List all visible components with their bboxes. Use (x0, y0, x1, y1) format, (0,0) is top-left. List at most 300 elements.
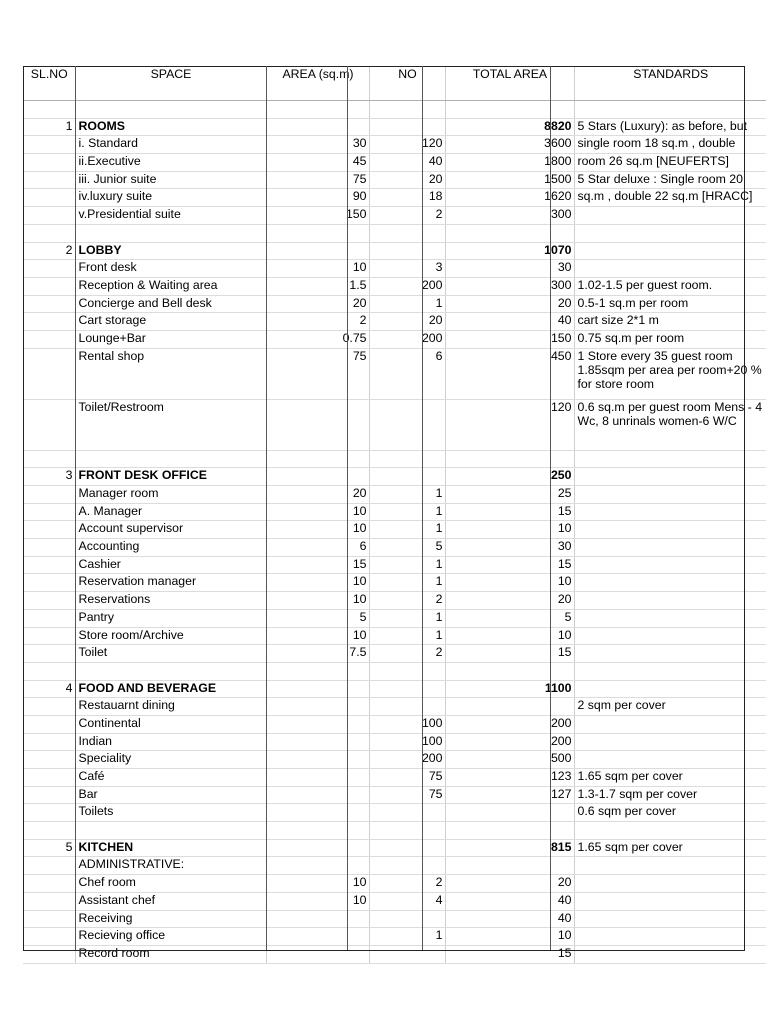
table-row (23, 277, 766, 295)
table-row (23, 348, 766, 399)
cell-space[interactable]: Chef room (75, 875, 266, 893)
cell-sl-no[interactable] (23, 875, 75, 893)
cell-space[interactable]: Restauarnt dining (75, 698, 266, 716)
cell-total-area[interactable]: 500 (445, 751, 574, 769)
cell-space[interactable] (75, 224, 266, 242)
cell-no[interactable]: 1 (369, 574, 445, 592)
cell-total-area[interactable]: 10 (445, 928, 574, 946)
cell-no[interactable]: 20 (369, 171, 445, 189)
cell-area[interactable]: 2 (266, 313, 369, 331)
cell-no[interactable]: 200 (369, 330, 445, 348)
cell-space[interactable]: Account supervisor (75, 521, 266, 539)
cell-standards[interactable]: room 26 sq.m [NEUFERTS] (574, 154, 766, 172)
cell-standards[interactable]: 1.3-1.7 sqm per cover (574, 786, 766, 804)
cell-standards[interactable] (574, 503, 766, 521)
cell-total-area[interactable]: 10 (445, 627, 574, 645)
table-row (23, 945, 766, 963)
cell-no[interactable] (369, 910, 445, 928)
cell-standards[interactable] (574, 556, 766, 574)
cell-area[interactable]: 10 (266, 892, 369, 910)
cell-area[interactable]: 20 (266, 486, 369, 504)
cell-total-area[interactable]: 40 (445, 313, 574, 331)
cell-space[interactable]: Toilet/Restroom (75, 399, 266, 450)
cell-total-area[interactable]: 5 (445, 609, 574, 627)
cell-standards[interactable] (574, 945, 766, 963)
cell-no[interactable]: 1 (369, 521, 445, 539)
cell-space[interactable]: iii. Junior suite (75, 171, 266, 189)
cell-area[interactable] (266, 224, 369, 242)
cell-standards[interactable] (574, 242, 766, 260)
cell-area[interactable]: 45 (266, 154, 369, 172)
cell-area[interactable] (266, 715, 369, 733)
cell-total-area[interactable]: 10 (445, 521, 574, 539)
cell-total-area[interactable]: 15 (445, 503, 574, 521)
cell-space[interactable]: Record room (75, 945, 266, 963)
table-row (23, 680, 766, 698)
cell-area[interactable] (266, 822, 369, 840)
cell-no[interactable]: 200 (369, 751, 445, 769)
cell-total-area[interactable]: 127 (445, 786, 574, 804)
cell-standards[interactable]: 0.6 sq.m per guest room Mens - 4 Wc, 8 unrinals women-6 W/C (574, 399, 766, 450)
cell-no[interactable] (369, 857, 445, 875)
cell-total-area[interactable]: 300 (445, 277, 574, 295)
cell-sl-no[interactable] (23, 295, 75, 313)
col-header-standards[interactable]: STANDARDS (574, 66, 766, 101)
cell-sl-no[interactable] (23, 348, 75, 399)
cell-no[interactable]: 20 (369, 313, 445, 331)
table-row (23, 189, 766, 207)
cell-sl-no[interactable] (23, 136, 75, 154)
table-row (23, 892, 766, 910)
cell-no[interactable] (369, 822, 445, 840)
cell-space[interactable]: Reservations (75, 592, 266, 610)
table-row (23, 399, 766, 450)
cell-no[interactable]: 18 (369, 189, 445, 207)
cell-space[interactable]: Indian (75, 733, 266, 751)
cell-area[interactable] (266, 928, 369, 946)
cell-space[interactable]: Speciality (75, 751, 266, 769)
cell-no[interactable]: 2 (369, 645, 445, 663)
cell-total-area[interactable] (445, 698, 574, 716)
cell-space[interactable]: FOOD AND BEVERAGE (75, 680, 266, 698)
cell-area[interactable]: 15 (266, 556, 369, 574)
table-row (23, 539, 766, 557)
cell-area[interactable]: 75 (266, 348, 369, 399)
cell-no[interactable] (369, 399, 445, 450)
cell-total-area[interactable]: 1800 (445, 154, 574, 172)
cell-sl-no[interactable] (23, 804, 75, 822)
cell-area[interactable] (266, 399, 369, 450)
cell-no[interactable]: 200 (369, 277, 445, 295)
cell-sl-no[interactable] (23, 822, 75, 840)
cell-standards[interactable] (574, 627, 766, 645)
cell-space[interactable]: ADMINISTRATIVE: (75, 857, 266, 875)
cell-standards[interactable]: 1.65 sqm per cover (574, 769, 766, 787)
cell-total-area[interactable]: 10 (445, 574, 574, 592)
cell-area[interactable]: 90 (266, 189, 369, 207)
cell-standards[interactable] (574, 592, 766, 610)
cell-area[interactable]: 10 (266, 521, 369, 539)
cell-sl-no[interactable] (23, 503, 75, 521)
cell-no[interactable] (369, 101, 445, 119)
cell-standards[interactable]: 0.5-1 sq.m per room (574, 295, 766, 313)
cell-sl-no[interactable] (23, 521, 75, 539)
cell-total-area[interactable]: 40 (445, 892, 574, 910)
cell-total-area[interactable]: 300 (445, 207, 574, 225)
cell-total-area[interactable] (445, 804, 574, 822)
cell-area[interactable] (266, 857, 369, 875)
cell-sl-no[interactable] (23, 574, 75, 592)
cell-space[interactable]: Toilet (75, 645, 266, 663)
cell-no[interactable]: 5 (369, 539, 445, 557)
cell-standards[interactable] (574, 539, 766, 557)
cell-space[interactable]: Toilets (75, 804, 266, 822)
cell-standards[interactable] (574, 645, 766, 663)
cell-space[interactable]: Front desk (75, 260, 266, 278)
cell-no[interactable]: 120 (369, 136, 445, 154)
cell-total-area[interactable] (445, 822, 574, 840)
cell-area[interactable]: 6 (266, 539, 369, 557)
cell-no[interactable] (369, 118, 445, 136)
cell-sl-no[interactable] (23, 189, 75, 207)
cell-no[interactable]: 75 (369, 786, 445, 804)
cell-area[interactable]: 75 (266, 171, 369, 189)
table-row (23, 313, 766, 331)
cell-area[interactable]: 10 (266, 627, 369, 645)
cell-sl-no[interactable] (23, 928, 75, 946)
table-row (23, 662, 766, 680)
cell-space[interactable]: v.Presidential suite (75, 207, 266, 225)
cell-standards[interactable] (574, 751, 766, 769)
cell-no[interactable]: 1 (369, 928, 445, 946)
cell-space[interactable]: Cart storage (75, 313, 266, 331)
cell-total-area[interactable]: 250 (445, 468, 574, 486)
cell-space[interactable]: i. Standard (75, 136, 266, 154)
cell-standards[interactable] (574, 822, 766, 840)
cell-no[interactable]: 1 (369, 503, 445, 521)
cell-total-area[interactable]: 123 (445, 769, 574, 787)
cell-space[interactable]: Recieving office (75, 928, 266, 946)
cell-standards[interactable]: 1 Store every 35 guest room 1.85sqm per area per room+20 % for store room (574, 348, 766, 399)
cell-no[interactable] (369, 468, 445, 486)
table-row (23, 857, 766, 875)
cell-total-area[interactable]: 1500 (445, 171, 574, 189)
cell-space[interactable] (75, 101, 266, 119)
cell-space[interactable]: Concierge and Bell desk (75, 295, 266, 313)
cell-area[interactable] (266, 769, 369, 787)
cell-space[interactable]: Assistant chef (75, 892, 266, 910)
cell-sl-no[interactable] (23, 627, 75, 645)
cell-area[interactable]: 30 (266, 136, 369, 154)
cell-space[interactable]: Reservation manager (75, 574, 266, 592)
cell-no[interactable]: 1 (369, 295, 445, 313)
cell-standards[interactable] (574, 662, 766, 680)
table-row (23, 450, 766, 468)
cell-total-area[interactable]: 150 (445, 330, 574, 348)
table-row (23, 101, 766, 119)
table-row (23, 556, 766, 574)
cell-area[interactable] (266, 468, 369, 486)
col-header-space[interactable]: SPACE (75, 66, 266, 101)
cell-total-area[interactable]: 20 (445, 592, 574, 610)
cell-standards[interactable] (574, 260, 766, 278)
cell-space[interactable]: Receiving (75, 910, 266, 928)
cell-no[interactable]: 2 (369, 592, 445, 610)
cell-standards[interactable]: sq.m , double 22 sq.m [HRACC] (574, 189, 766, 207)
cell-standards[interactable] (574, 715, 766, 733)
cell-area[interactable] (266, 839, 369, 857)
cell-space[interactable]: Rental shop (75, 348, 266, 399)
cell-total-area[interactable]: 15 (445, 645, 574, 663)
cell-no[interactable]: 75 (369, 769, 445, 787)
cell-space[interactable]: KITCHEN (75, 839, 266, 857)
cell-no[interactable]: 1 (369, 556, 445, 574)
cell-sl-no[interactable] (23, 769, 75, 787)
cell-sl-no[interactable] (23, 313, 75, 331)
cell-area[interactable]: 10 (266, 574, 369, 592)
cell-total-area[interactable]: 20 (445, 875, 574, 893)
cell-area[interactable]: 20 (266, 295, 369, 313)
cell-area[interactable] (266, 118, 369, 136)
cell-sl-no[interactable] (23, 171, 75, 189)
cell-standards[interactable]: 0.6 sqm per cover (574, 804, 766, 822)
cell-no[interactable]: 1 (369, 627, 445, 645)
cell-area[interactable] (266, 733, 369, 751)
cell-standards[interactable] (574, 857, 766, 875)
cell-space[interactable]: Pantry (75, 609, 266, 627)
cell-standards[interactable]: 1.02-1.5 per guest room. (574, 277, 766, 295)
cell-area[interactable] (266, 786, 369, 804)
col-header-total-area[interactable]: TOTAL AREA (445, 66, 574, 101)
cell-total-area[interactable]: 40 (445, 910, 574, 928)
cell-standards[interactable] (574, 101, 766, 119)
cell-no[interactable] (369, 242, 445, 260)
cell-space[interactable]: iv.luxury suite (75, 189, 266, 207)
cell-area[interactable]: 10 (266, 592, 369, 610)
cell-standards[interactable]: 1.65 sqm per cover (574, 839, 766, 857)
cell-sl-no[interactable] (23, 539, 75, 557)
cell-total-area[interactable]: 8820 (445, 118, 574, 136)
cell-sl-no[interactable] (23, 224, 75, 242)
cell-standards[interactable]: 5 Stars (Luxury): as before, but (574, 118, 766, 136)
cell-sl-no[interactable] (23, 101, 75, 119)
cell-space[interactable]: Café (75, 769, 266, 787)
cell-sl-no[interactable] (23, 207, 75, 225)
cell-sl-no[interactable]: 5 (23, 839, 75, 857)
cell-space[interactable]: FRONT DESK OFFICE (75, 468, 266, 486)
cell-sl-no[interactable]: 4 (23, 680, 75, 698)
cell-sl-no[interactable] (23, 556, 75, 574)
cell-space[interactable]: A. Manager (75, 503, 266, 521)
cell-standards[interactable] (574, 207, 766, 225)
cell-no[interactable]: 1 (369, 609, 445, 627)
cell-sl-no[interactable] (23, 277, 75, 295)
cell-no[interactable] (369, 804, 445, 822)
table-row (23, 154, 766, 172)
cell-sl-no[interactable] (23, 857, 75, 875)
cell-no[interactable] (369, 680, 445, 698)
table-row (23, 171, 766, 189)
cell-standards[interactable] (574, 468, 766, 486)
cell-sl-no[interactable] (23, 609, 75, 627)
cell-standards[interactable] (574, 521, 766, 539)
cell-sl-no[interactable] (23, 154, 75, 172)
cell-area[interactable]: 1.5 (266, 277, 369, 295)
cell-area[interactable]: 7.5 (266, 645, 369, 663)
cell-standards[interactable] (574, 875, 766, 893)
cell-total-area[interactable]: 200 (445, 733, 574, 751)
table-row (23, 751, 766, 769)
table-row (23, 207, 766, 225)
cell-total-area[interactable]: 1070 (445, 242, 574, 260)
col-header-area[interactable]: AREA (sq.m) (266, 66, 369, 101)
cell-area[interactable]: 10 (266, 503, 369, 521)
cell-standards[interactable] (574, 928, 766, 946)
cell-total-area[interactable] (445, 857, 574, 875)
cell-standards[interactable] (574, 892, 766, 910)
cell-no[interactable] (369, 698, 445, 716)
cell-area[interactable] (266, 662, 369, 680)
cell-sl-no[interactable] (23, 330, 75, 348)
cell-total-area[interactable] (445, 662, 574, 680)
cell-total-area[interactable]: 30 (445, 539, 574, 557)
cell-no[interactable]: 100 (369, 715, 445, 733)
cell-no[interactable]: 2 (369, 207, 445, 225)
cell-sl-no[interactable] (23, 592, 75, 610)
cell-area[interactable] (266, 910, 369, 928)
cell-space[interactable] (75, 450, 266, 468)
cell-no[interactable]: 100 (369, 733, 445, 751)
cell-total-area[interactable]: 20 (445, 295, 574, 313)
cell-area[interactable] (266, 945, 369, 963)
cell-sl-no[interactable] (23, 450, 75, 468)
cell-space[interactable]: Lounge+Bar (75, 330, 266, 348)
cell-standards[interactable] (574, 450, 766, 468)
cell-area[interactable]: 150 (266, 207, 369, 225)
cell-space[interactable] (75, 822, 266, 840)
cell-standards[interactable] (574, 574, 766, 592)
cell-space[interactable]: ROOMS (75, 118, 266, 136)
cell-no[interactable] (369, 450, 445, 468)
cell-sl-no[interactable]: 3 (23, 468, 75, 486)
cell-sl-no[interactable]: 1 (23, 118, 75, 136)
cell-area[interactable] (266, 804, 369, 822)
cell-total-area[interactable]: 15 (445, 945, 574, 963)
col-header-no[interactable]: NO (369, 66, 445, 101)
cell-sl-no[interactable] (23, 715, 75, 733)
cell-total-area[interactable]: 200 (445, 715, 574, 733)
cell-total-area[interactable]: 1100 (445, 680, 574, 698)
cell-no[interactable]: 4 (369, 892, 445, 910)
cell-area[interactable] (266, 242, 369, 260)
cell-no[interactable] (369, 945, 445, 963)
cell-no[interactable]: 6 (369, 348, 445, 399)
cell-space[interactable]: Reception & Waiting area (75, 277, 266, 295)
cell-sl-no[interactable] (23, 260, 75, 278)
cell-sl-no[interactable] (23, 486, 75, 504)
cell-sl-no[interactable] (23, 662, 75, 680)
cell-standards[interactable]: 2 sqm per cover (574, 698, 766, 716)
table-row (23, 928, 766, 946)
cell-space[interactable]: ii.Executive (75, 154, 266, 172)
cell-area[interactable]: 5 (266, 609, 369, 627)
cell-standards[interactable]: cart size 2*1 m (574, 313, 766, 331)
col-header-sl-no[interactable]: SL.NO (23, 66, 75, 101)
table-row (23, 574, 766, 592)
cell-no[interactable]: 3 (369, 260, 445, 278)
cell-sl-no[interactable] (23, 910, 75, 928)
cell-area[interactable] (266, 698, 369, 716)
cell-total-area[interactable]: 25 (445, 486, 574, 504)
cell-total-area[interactable] (445, 224, 574, 242)
cell-area[interactable]: 0.75 (266, 330, 369, 348)
cell-standards[interactable]: 5 Star deluxe : Single room 20 (574, 171, 766, 189)
cell-space[interactable]: Cashier (75, 556, 266, 574)
cell-standards[interactable] (574, 224, 766, 242)
cell-no[interactable] (369, 839, 445, 857)
cell-sl-no[interactable] (23, 751, 75, 769)
cell-total-area[interactable] (445, 101, 574, 119)
cell-space[interactable]: Manager room (75, 486, 266, 504)
cell-standards[interactable] (574, 680, 766, 698)
cell-space[interactable]: LOBBY (75, 242, 266, 260)
cell-standards[interactable] (574, 910, 766, 928)
cell-space[interactable] (75, 662, 266, 680)
cell-standards[interactable]: 0.75 sq.m per room (574, 330, 766, 348)
cell-area[interactable] (266, 101, 369, 119)
cell-sl-no[interactable] (23, 645, 75, 663)
table-row (23, 592, 766, 610)
cell-no[interactable] (369, 662, 445, 680)
cell-area[interactable]: 10 (266, 875, 369, 893)
cell-standards[interactable]: single room 18 sq.m , double (574, 136, 766, 154)
cell-sl-no[interactable] (23, 399, 75, 450)
cell-no[interactable] (369, 224, 445, 242)
cell-total-area[interactable]: 3600 (445, 136, 574, 154)
cell-space[interactable]: Bar (75, 786, 266, 804)
cell-sl-no[interactable] (23, 945, 75, 963)
cell-no[interactable]: 40 (369, 154, 445, 172)
cell-total-area[interactable]: 450 (445, 348, 574, 399)
cell-space[interactable]: Accounting (75, 539, 266, 557)
cell-no[interactable]: 1 (369, 486, 445, 504)
cell-total-area[interactable]: 1620 (445, 189, 574, 207)
cell-space[interactable]: Continental (75, 715, 266, 733)
cell-total-area[interactable]: 30 (445, 260, 574, 278)
table-row (23, 118, 766, 136)
cell-area[interactable] (266, 751, 369, 769)
cell-total-area[interactable]: 120 (445, 399, 574, 450)
cell-area[interactable] (266, 450, 369, 468)
cell-sl-no[interactable] (23, 698, 75, 716)
cell-total-area[interactable] (445, 450, 574, 468)
cell-no[interactable]: 2 (369, 875, 445, 893)
cell-sl-no[interactable] (23, 892, 75, 910)
cell-sl-no[interactable]: 2 (23, 242, 75, 260)
cell-standards[interactable] (574, 486, 766, 504)
cell-space[interactable]: Store room/Archive (75, 627, 266, 645)
cell-area[interactable] (266, 680, 369, 698)
cell-standards[interactable] (574, 733, 766, 751)
cell-standards[interactable] (574, 609, 766, 627)
cell-sl-no[interactable] (23, 733, 75, 751)
cell-area[interactable]: 10 (266, 260, 369, 278)
table-row (23, 468, 766, 486)
cell-total-area[interactable]: 15 (445, 556, 574, 574)
cell-sl-no[interactable] (23, 786, 75, 804)
cell-total-area[interactable]: 815 (445, 839, 574, 857)
table-row (23, 875, 766, 893)
